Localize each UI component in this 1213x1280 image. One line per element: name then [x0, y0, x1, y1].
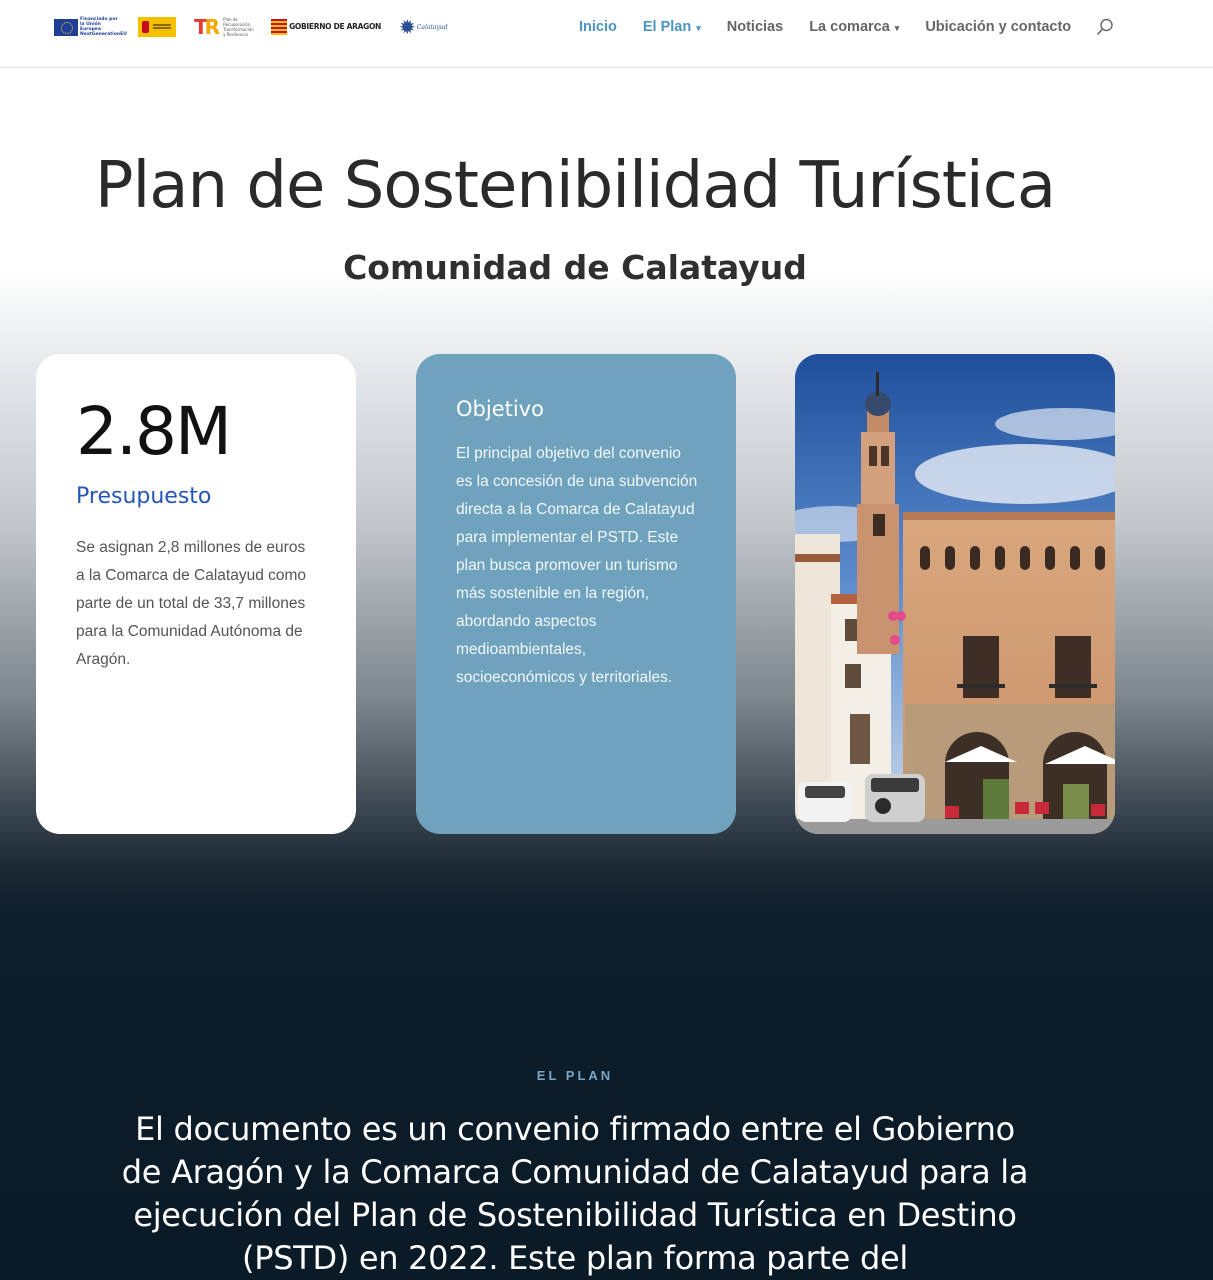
- calatayud-star-icon: ✹: [399, 15, 416, 39]
- objective-description: El principal objetivo del convenio es la concesión de una subvención directa a la Comarca de Calatayud para implementar el PSTD. Este plan busca promover un turismo más sostenible en la región, abordando aspectos medioambientales, socioeconómicos y territoriales.: [456, 445, 698, 686]
- nav-item-inicio[interactable]: [579, 19, 617, 35]
- tr-mark-icon: TR: [194, 15, 221, 39]
- budget-description: Se asignan 2,8 millones de euros a la Comarca de Calatayud como parte de un total de 33,7 millones para la Comunidad Autónoma de Aragón.: [76, 539, 307, 668]
- nav-label: El Plan: [642, 19, 692, 35]
- aragon-logo-text: GOBIERNO DE ARAGON: [289, 22, 382, 31]
- nav-item-ubicacion-contacto[interactable]: [925, 19, 1071, 35]
- nav-label: Inicio: [579, 19, 617, 35]
- spain-coat-of-arms-icon: [138, 17, 176, 37]
- aragon-government-logo[interactable]: [271, 16, 381, 38]
- nav-item-noticias[interactable]: [727, 19, 783, 35]
- eu-logo[interactable]: [54, 16, 127, 38]
- budget-value: 2.8M: [76, 393, 230, 470]
- nav-item-la-comarca[interactable]: [809, 19, 899, 35]
- budget-title: Presupuesto: [76, 484, 212, 509]
- recovery-plan-text: Plan de Recuperación, Transformación y Resiliencia: [223, 17, 254, 37]
- nav-item-el-plan[interactable]: [643, 19, 701, 35]
- spain-government-logo[interactable]: [138, 16, 176, 38]
- page-title: Plan de Sostenibilidad Turística: [94, 149, 1056, 223]
- calatayud-photo: [795, 354, 1115, 834]
- search-icon[interactable]: [1096, 18, 1114, 36]
- recovery-plan-logo[interactable]: [194, 16, 253, 38]
- page-subtitle: Comunidad de Calatayud: [343, 248, 807, 287]
- site-header: [0, 0, 1213, 68]
- aragon-flag-icon: [271, 19, 287, 35]
- objective-title: Objetivo: [456, 397, 544, 421]
- nav-label: La comarca: [809, 19, 890, 35]
- eu-flag-icon: [54, 19, 78, 36]
- section-kicker: EL PLAN: [536, 1068, 614, 1083]
- calatayud-logo-text: Calatayud: [416, 23, 448, 31]
- chevron-down-icon: ▾: [696, 22, 701, 33]
- nav-label: Noticias: [726, 19, 784, 35]
- chevron-down-icon: ▾: [894, 22, 900, 33]
- eu-logo-text: Financiado por la Unión Europea NextGenerationEU: [80, 17, 127, 37]
- calatayud-logo[interactable]: [399, 16, 448, 38]
- plan-description: El documento es un convenio firmado entre el Gobierno de Aragón y la Comarca Comunidad de Calatayud para la ejecución del Plan de Sostenibilidad Turística en Destino (PSTD) en 2022. Este plan forma parte del: [121, 1110, 1029, 1277]
- main-nav: [579, 18, 1097, 36]
- objective-card: [416, 354, 736, 834]
- nav-label: Ubicación y contacto: [925, 19, 1072, 35]
- budget-card: [36, 354, 356, 834]
- sponsor-logos: [54, 14, 466, 40]
